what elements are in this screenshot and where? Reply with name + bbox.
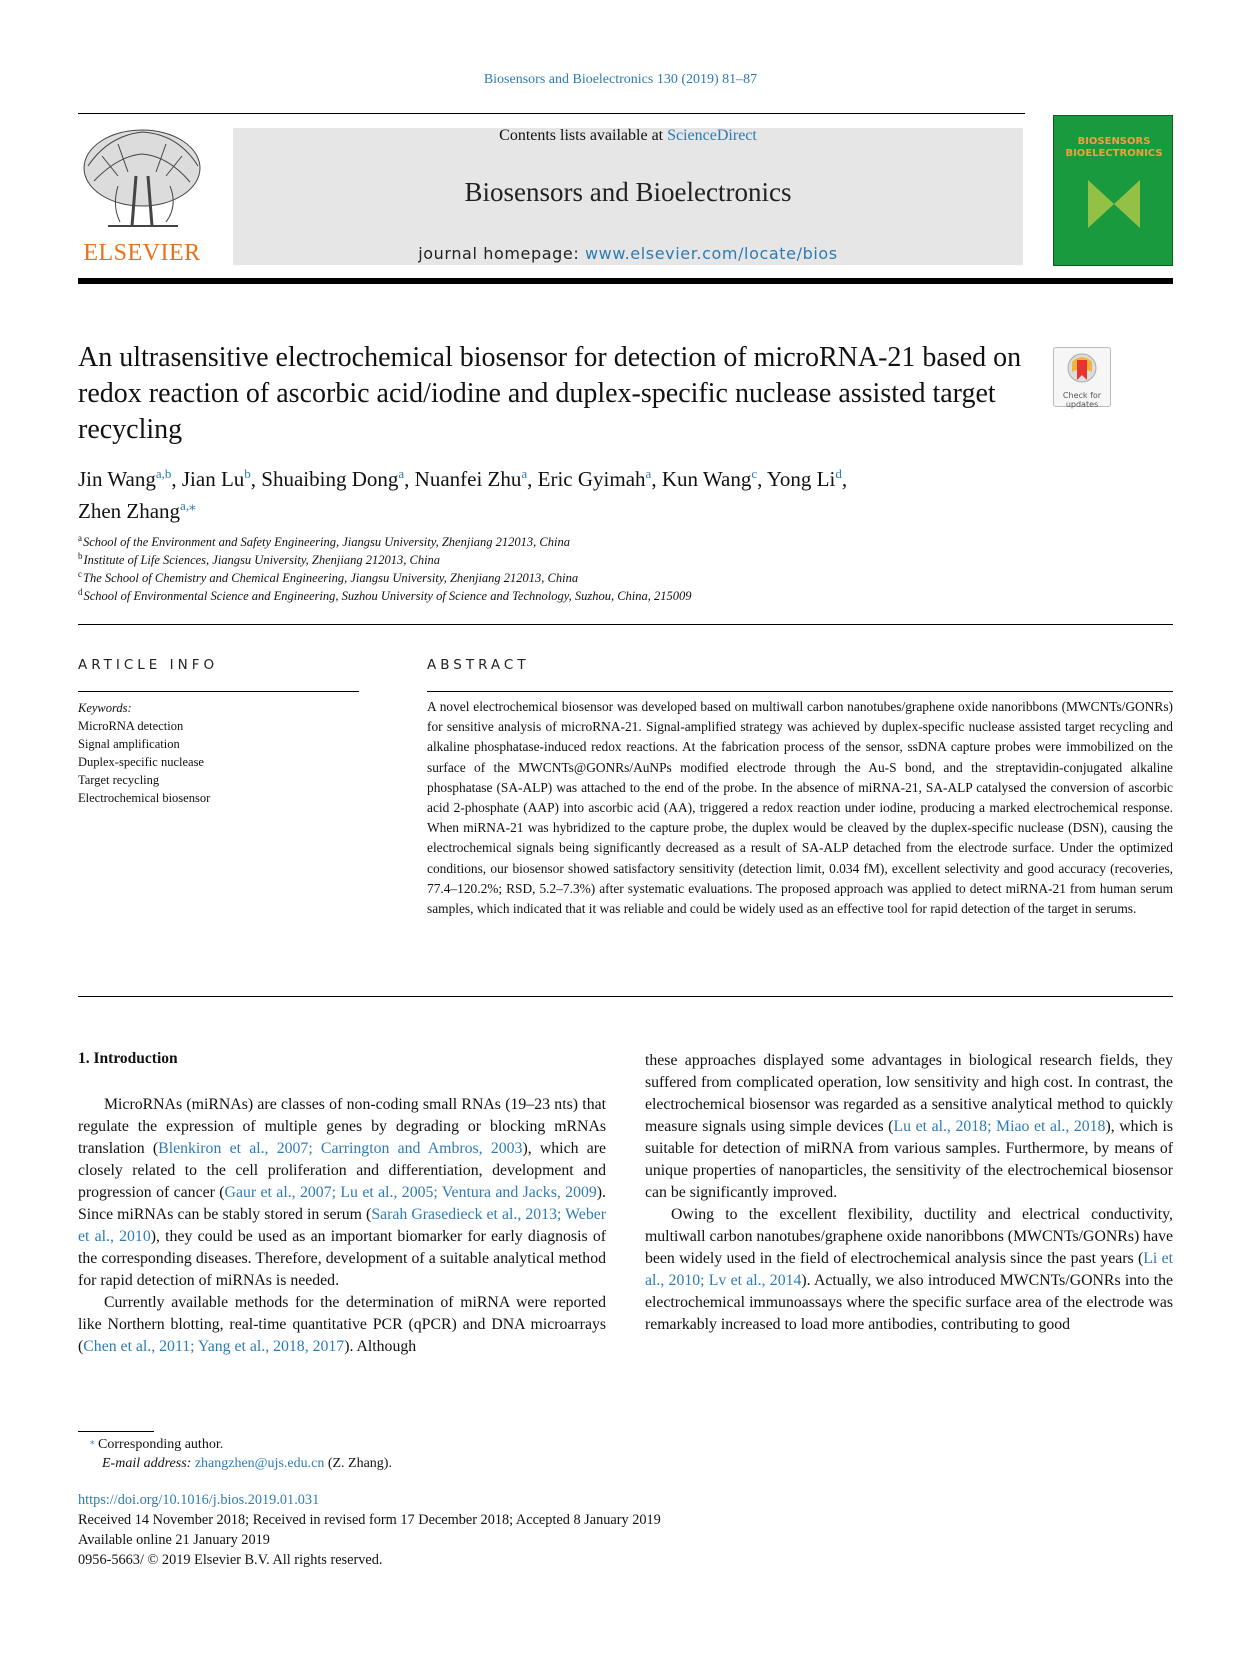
paragraph: these approaches displayed some advantages in biological research fields, they suffered from complicated operation, low sensitivity and high cost. In contrast, the electrochemical biosensor was regarded as a sensitive analytical method to quickly measure signals using simple devices (Lu et al., 2018; Miao et al., 2018), which is suitable for detection of miRNA from various samples. Furthermore, by means of unique properties of nanoparticles, the sensitivity of the electrochemical biosensor can be significantly improved. (645, 1052, 1174, 1201)
affiliation: $^b$Institute of Life Sciences, Jiangsu University, Zhenjiang 212013, China (78, 551, 441, 567)
copyright: 0956-5663/ © 2019 Elsevier B.V. All rights reserved. (78, 1552, 383, 1568)
citation-link[interactable]: Gaur et al., 2007; Lu et al., 2005; Ventura and Jacks, 2009 (224, 1184, 597, 1201)
available-online: Available online 21 January 2019 (78, 1532, 270, 1548)
keyword: Target recycling (78, 773, 160, 787)
corresponding-author-footnote: ⁎ Corresponding author. E-mail address: zhangzhen@ujs.edu.cn (Z. Zhang). (90, 1436, 392, 1471)
sciencedirect-link[interactable]: ScienceDirect (667, 127, 757, 144)
author[interactable]: Zhen Zhang$^{a,⁎}$ (78, 498, 196, 523)
keywords-label: Keywords: (78, 701, 132, 715)
citation-link[interactable]: Li et al., 2010; Lv et al., 2014 (645, 1250, 1174, 1289)
cover-graphic (1084, 174, 1144, 234)
homepage-link[interactable]: www.elsevier.com/locate/bios (585, 244, 838, 263)
crossmark-icon (1066, 352, 1098, 386)
author[interactable]: Jian Lu$^b$ (181, 466, 251, 491)
abstract-text: A novel electrochemical biosensor was developed based on multiwall carbon nanotubes/graphene oxide nanoribbons (MWCNTs/GONRs) for sensitive analysis of microRNA-21. Signal-amplified strategy was achieved by duplex-specific nuclease assisted target recycling and alkaline phosphatase-induced redox reactions. At the fabrication process of the sensor, ssDNA capture probes were immobilized on the surface of the MWCNTs@GONRs/AuNPs modified electrode through the Au-S bond, and the streptavidin-conjugated alkaline phosphatase (SA-ALP) was attached to the end of the probe. In the absence of miRNA-21, SA-ALP catalysed the conversion of ascorbic acid 2-phosphate (AAP) into ascorbic acid (AA), triggered a redox reaction under iodine, producing a marked electrochemical response. When miRNA-21 was hybridized to the capture probe, the duplex would be cleaved by the duplex-specific nuclease (DSN), causing the electrochemical signals being significantly decreased as a result of SA-ALP detached from the electrode surface. Under the optimized conditions, our biosensor showed satisfactory sensitivity (detection limit, 0.034 fM), excellent selectivity and good accuracy (recoveries, 77.4–120.2%; RSD, 5.2–7.3%) after systematic evaluations. The proposed approach was applied to detect miRNA-21 from human serum samples, which indicated that it was reliable and could be widely used as an effective tool for rapid detection of the target in serums. (427, 699, 1173, 917)
citation-link[interactable]: Sarah Grasedieck et al., 2013; Weber et al., 2010 (78, 1206, 606, 1245)
author[interactable]: Eric Gyimah$^a$ (537, 466, 652, 491)
keyword: Signal amplification (78, 737, 180, 751)
citation-link[interactable]: Chen et al., 2011; Yang et al., 2018, 2017 (83, 1338, 345, 1355)
elsevier-wordmark: ELSEVIER (83, 240, 201, 266)
doi-link[interactable]: https://doi.org/10.1016/j.bios.2019.01.031 (78, 1492, 320, 1508)
paragraph: Currently available methods for the determination of miRNA were reported like Northern blotting, real-time quantitative PCR (qPCR) and DNA microarrays (Chen et al., 2011; Yang et al., 2018, 2017). Although (78, 1294, 606, 1355)
abstract-end-rule (78, 996, 1173, 997)
keyword: Electrochemical biosensor (78, 791, 211, 805)
affiliations (78, 533, 1078, 605)
received-dates: Received 14 November 2018; Received in revised form 17 December 2018; Accepted 8 January 2019 (78, 1512, 661, 1528)
abstract-heading: ABSTRACT (427, 657, 530, 673)
contents-line: Contents lists available at ScienceDirect (499, 127, 757, 144)
journal-title: Biosensors and Bioelectronics (464, 177, 792, 207)
keyword: MicroRNA detection (78, 719, 184, 733)
check-for-updates-badge[interactable]: Check for updates (1053, 347, 1111, 407)
journal-homepage: journal homepage: www.elsevier.com/locate/bios (418, 244, 838, 263)
header-thick-rule (78, 278, 1173, 284)
body-column-right (645, 1050, 1173, 1336)
article-metadata (78, 1490, 978, 1570)
author[interactable]: Yong Li$^d$ (766, 466, 842, 491)
keyword: Duplex-specific nuclease (78, 755, 204, 769)
section-rule (78, 624, 1173, 625)
author[interactable]: Shuaibing Dong$^a$ (261, 466, 405, 491)
abstract-rule (427, 691, 1173, 692)
email-link[interactable]: zhangzhen@ujs.edu.cn (194, 1456, 325, 1471)
keywords-list (78, 699, 359, 807)
article-info-heading: ARTICLE INFO (78, 657, 219, 673)
citation-link[interactable]: Lu et al., 2018; Miao et al., 2018 (893, 1118, 1106, 1135)
author[interactable]: Jin Wang$^{a,b}$ (78, 466, 172, 491)
paragraph: Owing to the excellent flexibility, ductility and electrical conductivity, multiwall carbon nanotubes/graphene oxide nanoribbons (MWCNTs/GONRs) have been widely used in the field of electrochemical analysis since the past years (Li et al., 2010; Lv et al., 2014). Actually, we also introduced MWCNTs/GONRs into the electrochemical immunoassays where the specific surface area of the electrode was remarkably increased to load more antibodies, contributing to good (645, 1206, 1174, 1333)
citation-link[interactable]: Blenkiron et al., 2007; Carrington and Ambros, 2003 (158, 1140, 523, 1157)
journal-reference[interactable]: Biosensors and Bioelectronics 130 (2019) 81–87 (483, 72, 758, 87)
paragraph: MicroRNAs (miRNAs) are classes of non-coding small RNAs (19–23 nts) that regulate the expression of multiple genes by degrading or blocking mRNAs translation (Blenkiron et al., 2007; Carrington and Ambros, 2003), which are closely related to the cell proliferation and differentiation, development and progression of cancer (Gaur et al., 2007; Lu et al., 2005; Ventura and Jacks, 2009). Since miRNAs can be stably stored in serum (Sarah Grasedieck et al., 2013; Weber et al., 2010), they could be used as an important biomarker for early diagnosis of the corresponding diseases. Therefore, development of a suitable analytical method for rapid detection of miRNAs is needed. (78, 1096, 606, 1289)
article-info-rule (78, 691, 359, 692)
header-rule (78, 113, 1025, 114)
article-title: An ultrasensitive electrochemical biosensor for detection of microRNA-21 based on redox reaction of ascorbic acid/iodine and duplex-specific nuclease assisted target recycling (78, 342, 1022, 445)
affiliation: $^c$The School of Chemistry and Chemical Engineering, Jiangsu University, Zhenjiang 212013, China (78, 569, 579, 585)
cover-title: BIOSENSORS BIOELECTRONICS (1065, 136, 1163, 159)
affiliation: $^d$School of Environmental Science and Engineering, Suzhou University of Science and Technology, Suzhou, China, 215009 (78, 587, 692, 603)
section-heading-introduction: 1. Introduction (78, 1050, 178, 1067)
footnote-rule (78, 1431, 154, 1432)
journal-cover-image (1053, 115, 1173, 266)
affiliation: $^a$School of the Environment and Safety Engineering, Jiangsu University, Zhenjiang 212013, China (78, 533, 570, 549)
author-list: Jin Wang$^{a,b}$, Jian Lu$^b$, Shuaibing Dong$^a$, Nuanfei Zhu$^a$, Eric Gyimah$^a$, Kun Wang$^c$, Yong Li$^d$, Zhen Zhang$^{a,⁎}$ (78, 466, 848, 523)
author[interactable]: Nuanfei Zhu$^a$ (414, 466, 528, 491)
author[interactable]: Kun Wang$^c$ (661, 466, 758, 491)
body-column-left (78, 1048, 606, 1358)
